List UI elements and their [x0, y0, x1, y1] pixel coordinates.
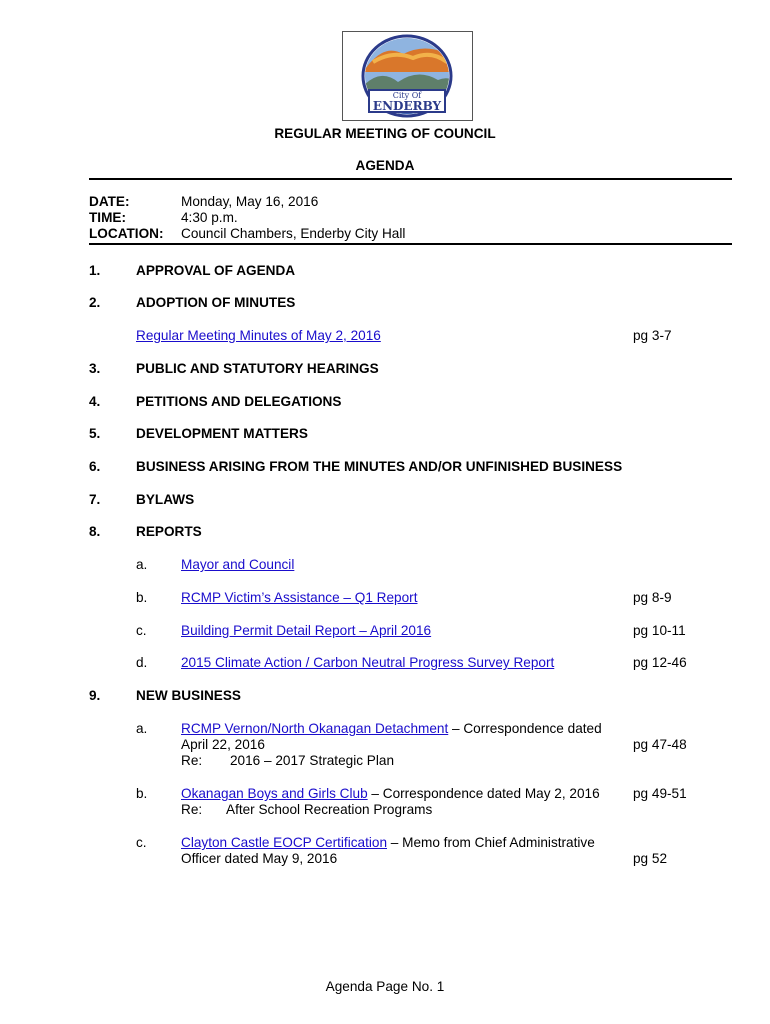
- page-ref: pg 12-46: [633, 655, 687, 670]
- item-description: Officer dated May 9, 2016: [181, 851, 338, 866]
- boys-girls-club-link[interactable]: Okanagan Boys and Girls Club: [181, 786, 368, 801]
- page-ref: pg 8-9: [633, 590, 672, 605]
- agenda-heading: AGENDA: [355, 158, 415, 173]
- rcmp-detachment-link[interactable]: RCMP Vernon/North Okanagan Detachment: [181, 721, 449, 736]
- section-title: DEVELOPMENT MATTERS: [136, 426, 308, 441]
- re-label: Re:: [181, 753, 203, 768]
- re-text: 2016 – 2017 Strategic Plan: [230, 753, 395, 768]
- meeting-title: REGULAR MEETING OF COUNCIL: [274, 126, 496, 141]
- building-permit-report-link[interactable]: Building Permit Detail Report – April 2016: [181, 623, 432, 638]
- section-number: 1.: [89, 263, 101, 278]
- item-letter: c.: [136, 835, 147, 850]
- item-letter: b.: [136, 786, 148, 801]
- page-footer: Agenda Page No. 1: [325, 979, 445, 994]
- new-business-item-a: [181, 721, 602, 736]
- section-number: 7.: [89, 492, 101, 507]
- item-letter: a.: [136, 721, 148, 736]
- date-label: DATE:: [89, 194, 130, 209]
- section-title: NEW BUSINESS: [136, 688, 241, 703]
- item-description: – Memo from Chief Administrative: [387, 835, 595, 850]
- location-value: Council Chambers, Enderby City Hall: [181, 226, 406, 241]
- section-title: PUBLIC AND STATUTORY HEARINGS: [136, 361, 379, 376]
- page-ref: pg 47-48: [633, 737, 687, 752]
- page-ref: pg 49-51: [633, 786, 687, 801]
- logo-line2: ENDERBY: [372, 99, 442, 113]
- date-value: Monday, May 16, 2016: [181, 194, 319, 209]
- rcmp-victim-report-link[interactable]: RCMP Victim’s Assistance – Q1 Report: [181, 590, 418, 605]
- page-ref: pg 3-7: [633, 328, 672, 343]
- minutes-link[interactable]: Regular Meeting Minutes of May 2, 2016: [136, 328, 381, 343]
- section-title: ADOPTION OF MINUTES: [136, 295, 296, 310]
- clayton-castle-link[interactable]: Clayton Castle EOCP Certification: [181, 835, 388, 850]
- section-title: APPROVAL OF AGENDA: [136, 263, 296, 278]
- item-description: April 22, 2016: [181, 737, 265, 752]
- meta-rule: [89, 243, 732, 245]
- page-ref: pg 52: [633, 851, 668, 866]
- item-letter: b.: [136, 590, 148, 605]
- location-label: LOCATION:: [89, 226, 164, 241]
- section-number: 3.: [89, 361, 101, 376]
- section-number: 6.: [89, 459, 101, 474]
- section-title: PETITIONS AND DELEGATIONS: [136, 394, 342, 409]
- item-letter: a.: [136, 557, 148, 572]
- logo-line1: City Of: [392, 91, 422, 100]
- page-ref: pg 10-11: [633, 623, 686, 638]
- section-number: 8.: [89, 524, 101, 539]
- section-number: 4.: [89, 394, 101, 409]
- new-business-item-b: [181, 786, 600, 801]
- climate-action-report-link[interactable]: 2015 Climate Action / Carbon Neutral Progress Survey Report: [181, 655, 555, 670]
- top-rule: [89, 178, 732, 180]
- re-text: After School Recreation Programs: [226, 802, 433, 817]
- item-description: – Correspondence dated May 2, 2016: [367, 786, 600, 801]
- re-label: Re:: [181, 802, 203, 817]
- city-logo: [342, 31, 473, 121]
- item-letter: c.: [136, 623, 147, 638]
- section-number: 5.: [89, 426, 101, 441]
- new-business-item-c: [181, 835, 595, 850]
- mayor-council-link[interactable]: Mayor and Council: [181, 557, 295, 572]
- enderby-logo-graphic: [343, 32, 472, 120]
- section-title: BYLAWS: [136, 492, 195, 507]
- item-description: – Correspondence dated: [448, 721, 602, 736]
- section-title: REPORTS: [136, 524, 202, 539]
- time-label: TIME:: [89, 210, 126, 225]
- section-number: 9.: [89, 688, 101, 703]
- item-letter: d.: [136, 655, 148, 670]
- section-number: 2.: [89, 295, 101, 310]
- section-title: BUSINESS ARISING FROM THE MINUTES AND/OR UNFINISHED BUSINESS: [136, 459, 623, 474]
- time-value: 4:30 p.m.: [181, 210, 238, 225]
